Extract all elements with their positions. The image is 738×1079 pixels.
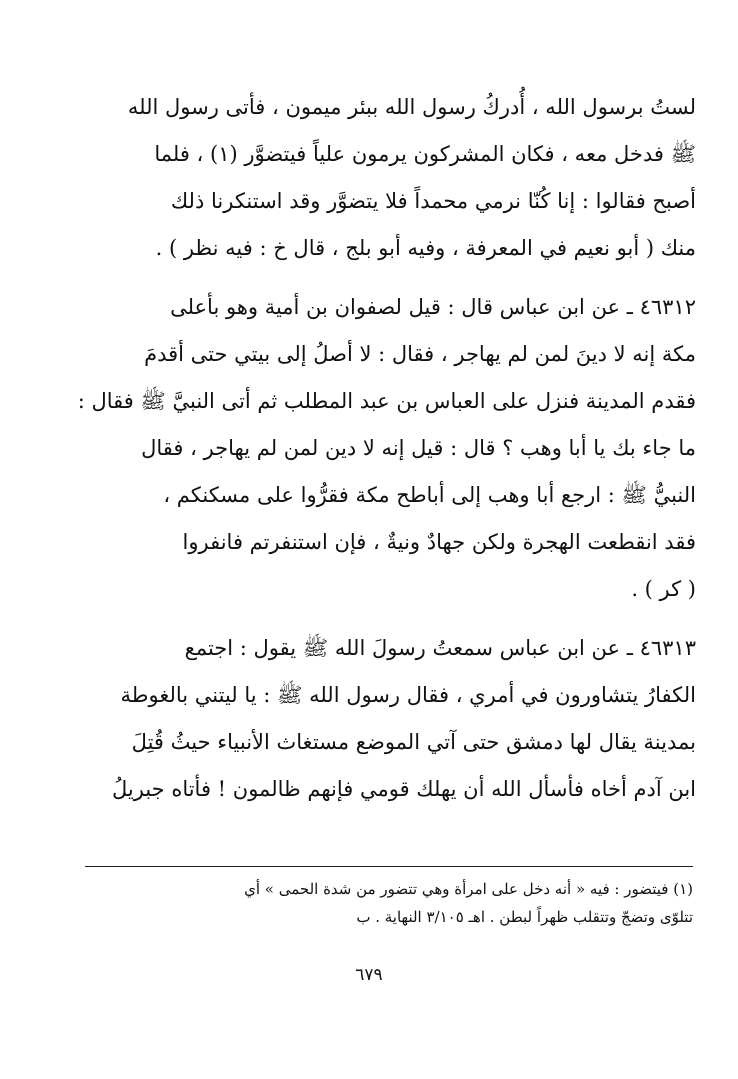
text-line: الكفارُ يتشاورون في أمري ، فقال رسول الله ﷺ : يا ليتني بالغوطة	[120, 683, 696, 707]
text-line: ٤٦٣١٣ ـ عن ابن عباس سمعتُ رسولَ الله ﷺ يقول : اجتمع	[184, 636, 696, 660]
footnote-divider	[85, 866, 693, 867]
text-line: النبيُّ ﷺ : ارجع أبا وهب إلى أباطح مكة فقرُّوا على مسكنكم ،	[163, 483, 696, 507]
text-line: مكة إنه لا دينَ لمن لم يهاجر ، فقال : لا أصلُ إلى بيتي حتى أقدمَ	[144, 342, 696, 366]
footnotes	[85, 866, 693, 931]
text-line: فقدم المدينة فنزل على العباس بن عبد المطلب ثم أتى النبيَّ ﷺ فقال :	[77, 389, 696, 413]
page-body	[77, 84, 696, 813]
text-line: أصبح فقالوا : إنا كُنّا نرمي محمداً فلا يتضوَّر وقد استنكرنا ذلك	[170, 189, 696, 213]
page-number: ٦٧٩	[355, 965, 383, 985]
footnote-line: (١) فيتضور : فيه « أنه دخل على امرأة وهي تتضور من شدة الحمى » أي	[244, 880, 693, 898]
text-line: ما جاء بك يا أبا وهب ؟ قال : قيل إنه لا دين لمن لم يهاجر ، فقال	[141, 436, 696, 460]
footnote-line: تتلوّى وتضجّ وتتقلب ظهراً لبطن . اهـ ٣/١٠٥ النهاية . ب	[356, 908, 693, 926]
text-line: ٤٦٣١٢ ـ عن ابن عباس قال : قيل لصفوان بن أمية وهو بأعلى	[170, 295, 696, 319]
text-line: فقد انقطعت الهجرة ولكن جهادٌ ونيةٌ ، فإن استنفرتم فانفروا	[182, 530, 696, 554]
text-line: ابن آدم أخاه فأسأل الله أن يهلك قومي فإنهم ظالمون ! فأتاه جبريلُ	[111, 777, 696, 801]
text-line: منك ( أبو نعيم في المعرفة ، وفيه أبو بلج ، قال خ : فيه نظر ) .	[155, 236, 696, 260]
text-line: ﷺ فدخل معه ، فكان المشركون يرمون علياً فيتضوَّر (١) ، فلما	[154, 142, 696, 166]
text-line: لستُ برسول الله ، أُدركُ رسول الله ببئر ميمون ، فأتى رسول الله	[127, 95, 696, 119]
text-line: ( كر ) .	[631, 577, 696, 601]
text-line: بمدينة يقال لها دمشق حتى آتي الموضع مستغاث الأنبياء حيثُ قُتِلَ	[131, 730, 696, 754]
paragraph-narration-intro	[80, 84, 696, 272]
paragraph-hadith-46312	[77, 284, 696, 613]
paragraph-hadith-46313	[80, 625, 696, 813]
